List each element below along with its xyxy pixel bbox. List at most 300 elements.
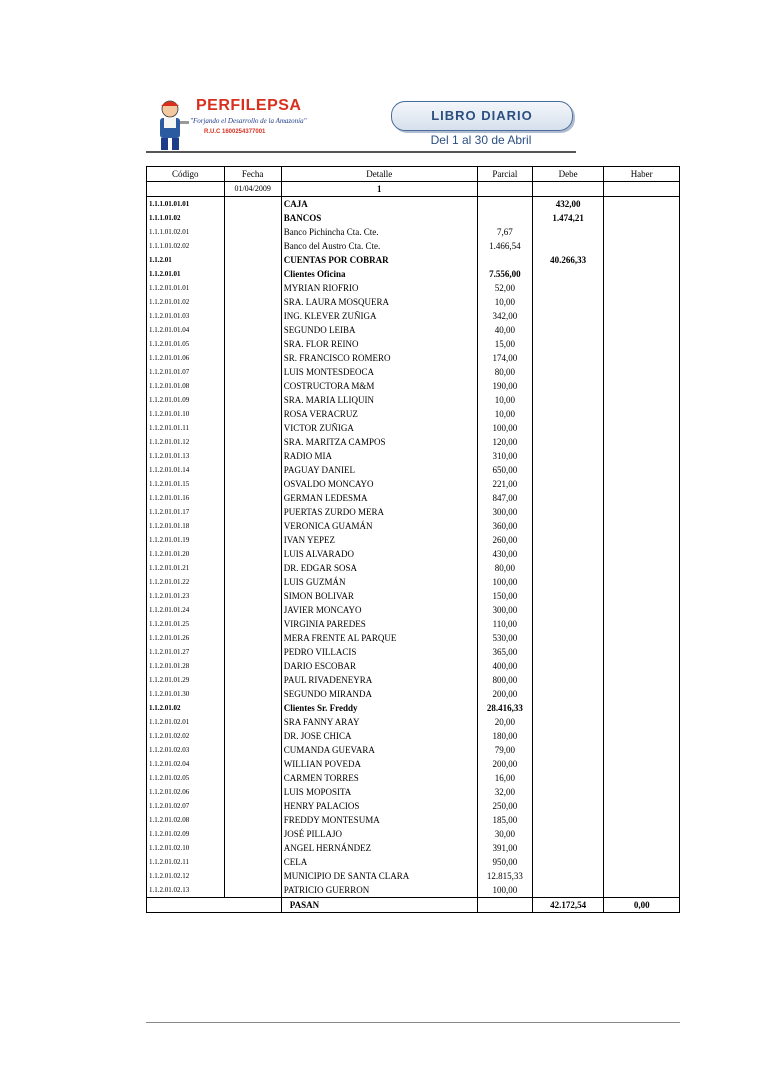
row-code: 1.1.2.01.02.10: [147, 841, 225, 855]
entry-code: [147, 182, 225, 197]
row-debe: [532, 575, 603, 589]
row-haber: [604, 869, 680, 883]
row-detail: SRA. FLOR REINO: [281, 337, 477, 351]
row-code: 1.1.2.01.02.07: [147, 799, 225, 813]
row-haber: [604, 757, 680, 771]
mascot-icon: [150, 97, 190, 153]
row-debe: [532, 267, 603, 281]
row-haber: [604, 799, 680, 813]
row-haber: [604, 449, 680, 463]
row-date: [224, 477, 281, 491]
row-detail: VIRGINIA PAREDES: [281, 617, 477, 631]
row-haber: [604, 421, 680, 435]
table-row: [147, 365, 680, 379]
table-row: [147, 491, 680, 505]
row-parcial: 221,00: [477, 477, 532, 491]
row-code: 1.1.2.01.01.17: [147, 505, 225, 519]
row-haber: [604, 547, 680, 561]
row-date: [224, 393, 281, 407]
row-debe: [532, 813, 603, 827]
row-parcial: 79,00: [477, 743, 532, 757]
row-detail: COSTRUCTORA M&M: [281, 379, 477, 393]
row-debe: [532, 379, 603, 393]
table-row: [147, 701, 680, 715]
row-date: [224, 547, 281, 561]
row-code: 1.1.2.01.02.12: [147, 869, 225, 883]
row-haber: [604, 659, 680, 673]
row-debe: [532, 869, 603, 883]
table-row: [147, 309, 680, 323]
row-parcial: 530,00: [477, 631, 532, 645]
row-code: 1.1.2.01.01.13: [147, 449, 225, 463]
row-parcial: 250,00: [477, 799, 532, 813]
row-date: [224, 197, 281, 212]
row-date: [224, 799, 281, 813]
row-date: [224, 505, 281, 519]
table-row: [147, 729, 680, 743]
row-detail: CARMEN TORRES: [281, 771, 477, 785]
row-parcial: 16,00: [477, 771, 532, 785]
row-code: 1.1.2.01.02.04: [147, 757, 225, 771]
row-date: [224, 365, 281, 379]
entry-debe: [532, 182, 603, 197]
table-row: [147, 813, 680, 827]
row-haber: [604, 743, 680, 757]
row-debe: [532, 533, 603, 547]
row-haber: [604, 687, 680, 701]
row-haber: [604, 225, 680, 239]
row-haber: [604, 365, 680, 379]
row-detail: CELA: [281, 855, 477, 869]
row-date: [224, 519, 281, 533]
row-debe: [532, 323, 603, 337]
row-detail: Clientes Oficina: [281, 267, 477, 281]
table-row: [147, 869, 680, 883]
row-debe: [532, 435, 603, 449]
row-code: 1.1.2.01.01.01: [147, 281, 225, 295]
row-detail: DR. JOSE CHICA: [281, 729, 477, 743]
table-row: [147, 295, 680, 309]
row-detail: MERA FRENTE AL PARQUE: [281, 631, 477, 645]
row-haber: [604, 617, 680, 631]
row-code: 1.1.2.01.01.15: [147, 477, 225, 491]
row-code: 1.1.2.01: [147, 253, 225, 267]
row-debe: 1.474,21: [532, 211, 603, 225]
row-detail: DARIO ESCOBAR: [281, 659, 477, 673]
row-date: [224, 533, 281, 547]
row-haber: [604, 435, 680, 449]
row-code: 1.1.2.01.02.01: [147, 715, 225, 729]
row-debe: [532, 617, 603, 631]
row-debe: [532, 785, 603, 799]
row-debe: [532, 449, 603, 463]
row-detail: SEGUNDO LEIBA: [281, 323, 477, 337]
row-parcial: 360,00: [477, 519, 532, 533]
col-header-haber: Haber: [604, 167, 680, 182]
table-row: [147, 463, 680, 477]
table-row: [147, 631, 680, 645]
row-parcial: 10,00: [477, 393, 532, 407]
row-date: [224, 309, 281, 323]
row-debe: [532, 505, 603, 519]
row-parcial: 800,00: [477, 673, 532, 687]
row-debe: [532, 407, 603, 421]
row-haber: [604, 771, 680, 785]
row-parcial: 190,00: [477, 379, 532, 393]
table-row: [147, 547, 680, 561]
row-code: 1.1.2.01.01.22: [147, 575, 225, 589]
table-row: [147, 855, 680, 869]
row-date: [224, 757, 281, 771]
row-parcial: 1.466,54: [477, 239, 532, 253]
table-row: [147, 715, 680, 729]
table-row: [147, 575, 680, 589]
row-parcial: 30,00: [477, 827, 532, 841]
table-row: [147, 757, 680, 771]
row-parcial: 28.416,33: [477, 701, 532, 715]
row-code: 1.1.2.01.01.20: [147, 547, 225, 561]
row-parcial: 10,00: [477, 295, 532, 309]
row-detail: Banco Pichincha Cta. Cte.: [281, 225, 477, 239]
row-date: [224, 225, 281, 239]
ledger-body: [147, 182, 680, 898]
row-haber: [604, 575, 680, 589]
row-detail: LUIS ALVARADO: [281, 547, 477, 561]
row-detail: SRA. LAURA MOSQUERA: [281, 295, 477, 309]
total-haber: 0,00: [604, 898, 680, 913]
row-haber: [604, 463, 680, 477]
row-parcial: 52,00: [477, 281, 532, 295]
table-row: [147, 393, 680, 407]
row-code: 1.1.2.01.01.06: [147, 351, 225, 365]
row-code: 1.1.2.01.01.09: [147, 393, 225, 407]
row-date: [224, 883, 281, 898]
row-detail: SRA. MARITZA CAMPOS: [281, 435, 477, 449]
row-date: [224, 449, 281, 463]
total-row: [147, 898, 680, 913]
footer-divider: [146, 1022, 680, 1023]
col-header-codigo: Código: [147, 167, 225, 182]
row-date: [224, 267, 281, 281]
row-debe: [532, 477, 603, 491]
row-detail: RADIO MIA: [281, 449, 477, 463]
table-row: [147, 673, 680, 687]
row-code: 1.1.2.01.01.11: [147, 421, 225, 435]
row-code: 1.1.2.01.01.23: [147, 589, 225, 603]
row-debe: [532, 659, 603, 673]
row-parcial: 200,00: [477, 757, 532, 771]
row-haber: [604, 491, 680, 505]
row-haber: [604, 673, 680, 687]
table-row: [147, 785, 680, 799]
row-haber: [604, 701, 680, 715]
table-row: [147, 379, 680, 393]
total-debe: 42.172,54: [532, 898, 603, 913]
row-debe: [532, 743, 603, 757]
row-debe: [532, 281, 603, 295]
row-haber: [604, 533, 680, 547]
row-haber: [604, 393, 680, 407]
brand-ruc: R.U.C 1600254377001: [204, 129, 266, 135]
row-haber: [604, 309, 680, 323]
table-row: [147, 477, 680, 491]
row-debe: 432,00: [532, 197, 603, 212]
row-debe: [532, 463, 603, 477]
row-detail: LUIS MONTESDEOCA: [281, 365, 477, 379]
table-row: [147, 225, 680, 239]
row-debe: [532, 421, 603, 435]
row-date: [224, 729, 281, 743]
row-detail: ING. KLEVER ZUÑIGA: [281, 309, 477, 323]
row-code: 1.1.2.01.01.02: [147, 295, 225, 309]
row-debe: [532, 883, 603, 898]
row-date: [224, 617, 281, 631]
row-parcial: 300,00: [477, 603, 532, 617]
row-code: 1.1.2.01.01.03: [147, 309, 225, 323]
row-debe: [532, 225, 603, 239]
row-parcial: 150,00: [477, 589, 532, 603]
table-row: [147, 253, 680, 267]
row-debe: [532, 491, 603, 505]
row-debe: [532, 673, 603, 687]
row-debe: [532, 729, 603, 743]
row-parcial: 847,00: [477, 491, 532, 505]
col-header-fecha: Fecha: [224, 167, 281, 182]
header-divider: [146, 151, 576, 153]
table-row: [147, 687, 680, 701]
row-code: 1.1.2.01.01: [147, 267, 225, 281]
row-parcial: 650,00: [477, 463, 532, 477]
row-haber: [604, 785, 680, 799]
row-detail: DR. EDGAR SOSA: [281, 561, 477, 575]
row-debe: [532, 715, 603, 729]
row-parcial: 950,00: [477, 855, 532, 869]
row-code: 1.1.2.01.02.02: [147, 729, 225, 743]
table-row: [147, 841, 680, 855]
table-row: [147, 799, 680, 813]
row-parcial: 342,00: [477, 309, 532, 323]
col-header-parcial: Parcial: [477, 167, 532, 182]
row-parcial: 80,00: [477, 561, 532, 575]
row-haber: [604, 211, 680, 225]
row-date: [224, 463, 281, 477]
table-row: [147, 743, 680, 757]
brand-name: PERFILEPSA: [196, 97, 302, 114]
row-detail: MYRIAN RIOFRIO: [281, 281, 477, 295]
row-detail: GERMAN LEDESMA: [281, 491, 477, 505]
document-title: LIBRO DIARIO: [391, 101, 573, 131]
row-debe: [532, 337, 603, 351]
row-code: 1.1.2.01.01.19: [147, 533, 225, 547]
row-debe: [532, 295, 603, 309]
row-detail: PUERTAS ZURDO MERA: [281, 505, 477, 519]
row-code: 1.1.2.01.02.03: [147, 743, 225, 757]
row-debe: 40.266,33: [532, 253, 603, 267]
row-debe: [532, 561, 603, 575]
row-date: [224, 715, 281, 729]
entry-parcial: [477, 182, 532, 197]
row-code: 1.1.2.01.01.14: [147, 463, 225, 477]
row-date: [224, 337, 281, 351]
table-row: [147, 659, 680, 673]
row-date: [224, 631, 281, 645]
row-date: [224, 659, 281, 673]
row-date: [224, 253, 281, 267]
table-row: [147, 505, 680, 519]
row-date: [224, 687, 281, 701]
row-parcial: 185,00: [477, 813, 532, 827]
row-code: 1.1.2.01.01.16: [147, 491, 225, 505]
row-haber: [604, 589, 680, 603]
row-date: [224, 827, 281, 841]
row-parcial: 260,00: [477, 533, 532, 547]
table-row: [147, 533, 680, 547]
row-code: 1.1.2.01.01.12: [147, 435, 225, 449]
table-row: [147, 421, 680, 435]
row-haber: [604, 407, 680, 421]
row-haber: [604, 883, 680, 898]
row-parcial: 100,00: [477, 575, 532, 589]
row-code: 1.1.2.01.02.13: [147, 883, 225, 898]
company-logo: [146, 93, 307, 155]
row-detail: LUIS GUZMÁN: [281, 575, 477, 589]
table-row: [147, 197, 680, 212]
row-date: [224, 435, 281, 449]
row-code: 1.1.2.01.01.04: [147, 323, 225, 337]
row-detail: JOSÉ PILLAJO: [281, 827, 477, 841]
table-row: [147, 645, 680, 659]
ledger-table: [146, 166, 680, 913]
table-row: [147, 337, 680, 351]
entry-number: 1: [281, 182, 477, 197]
row-code: 1.1.2.01.02: [147, 701, 225, 715]
row-code: 1.1.2.01.01.27: [147, 645, 225, 659]
row-haber: [604, 281, 680, 295]
row-parcial: 32,00: [477, 785, 532, 799]
table-row: [147, 883, 680, 898]
row-detail: Clientes Sr. Freddy: [281, 701, 477, 715]
table-row: [147, 617, 680, 631]
row-parcial: 10,00: [477, 407, 532, 421]
row-parcial: 7,67: [477, 225, 532, 239]
row-debe: [532, 589, 603, 603]
row-date: [224, 239, 281, 253]
row-debe: [532, 771, 603, 785]
row-parcial: 110,00: [477, 617, 532, 631]
row-debe: [532, 855, 603, 869]
row-parcial: [477, 253, 532, 267]
row-parcial: 400,00: [477, 659, 532, 673]
row-code: 1.1.2.01.01.18: [147, 519, 225, 533]
row-date: [224, 561, 281, 575]
row-debe: [532, 547, 603, 561]
row-date: [224, 869, 281, 883]
row-parcial: 200,00: [477, 687, 532, 701]
row-detail: VICTOR ZUÑIGA: [281, 421, 477, 435]
row-date: [224, 785, 281, 799]
document-header: [146, 93, 576, 155]
table-row: [147, 603, 680, 617]
row-date: [224, 771, 281, 785]
row-haber: [604, 477, 680, 491]
table-row: [147, 239, 680, 253]
row-code: 1.1.2.01.02.08: [147, 813, 225, 827]
row-code: 1.1.2.01.01.26: [147, 631, 225, 645]
row-code: 1.1.2.01.02.11: [147, 855, 225, 869]
row-haber: [604, 841, 680, 855]
table-row: [147, 323, 680, 337]
row-debe: [532, 365, 603, 379]
row-detail: SRA. MARIA LLIQUIN: [281, 393, 477, 407]
table-row: [147, 519, 680, 533]
row-date: [224, 323, 281, 337]
row-parcial: 391,00: [477, 841, 532, 855]
row-haber: [604, 519, 680, 533]
row-detail: FREDDY MONTESUMA: [281, 813, 477, 827]
total-empty: [147, 898, 282, 913]
row-detail: Banco del Austro Cta. Cte.: [281, 239, 477, 253]
row-debe: [532, 645, 603, 659]
row-detail: IVAN YEPEZ: [281, 533, 477, 547]
row-debe: [532, 239, 603, 253]
row-code: 1.1.2.01.01.07: [147, 365, 225, 379]
row-date: [224, 407, 281, 421]
row-debe: [532, 351, 603, 365]
row-code: 1.1.2.01.01.08: [147, 379, 225, 393]
title-area: [386, 93, 576, 155]
row-detail: SEGUNDO MIRANDA: [281, 687, 477, 701]
row-code: 1.1.2.01.01.25: [147, 617, 225, 631]
table-row: [147, 561, 680, 575]
row-date: [224, 379, 281, 393]
row-code: 1.1.1.01.01.01: [147, 197, 225, 212]
total-parcial: [477, 898, 532, 913]
row-code: 1.1.2.01.02.09: [147, 827, 225, 841]
row-haber: [604, 295, 680, 309]
table-row: [147, 435, 680, 449]
row-date: [224, 701, 281, 715]
row-haber: [604, 645, 680, 659]
row-debe: [532, 603, 603, 617]
table-row: [147, 589, 680, 603]
row-haber: [604, 197, 680, 212]
row-date: [224, 743, 281, 757]
row-haber: [604, 505, 680, 519]
row-detail: HENRY PALACIOS: [281, 799, 477, 813]
row-debe: [532, 799, 603, 813]
row-parcial: [477, 197, 532, 212]
row-parcial: 430,00: [477, 547, 532, 561]
row-debe: [532, 519, 603, 533]
row-parcial: 7.556,00: [477, 267, 532, 281]
row-haber: [604, 323, 680, 337]
row-haber: [604, 253, 680, 267]
row-date: [224, 491, 281, 505]
row-haber: [604, 715, 680, 729]
row-parcial: 310,00: [477, 449, 532, 463]
row-detail: OSVALDO MONCAYO: [281, 477, 477, 491]
row-detail: ANGEL HERNÁNDEZ: [281, 841, 477, 855]
row-parcial: 100,00: [477, 421, 532, 435]
row-haber: [604, 729, 680, 743]
row-code: 1.1.1.01.02: [147, 211, 225, 225]
row-detail: ROSA VERACRUZ: [281, 407, 477, 421]
row-detail: PAUL RIVADENEYRA: [281, 673, 477, 687]
row-date: [224, 211, 281, 225]
row-debe: [532, 827, 603, 841]
row-parcial: 180,00: [477, 729, 532, 743]
row-parcial: 20,00: [477, 715, 532, 729]
